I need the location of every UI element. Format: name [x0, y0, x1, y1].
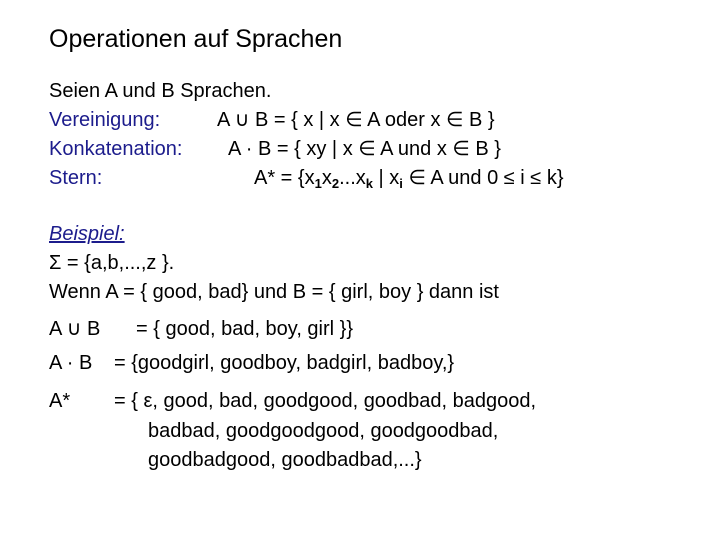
star-formula-part: A* = {x [254, 167, 315, 189]
example-star-rhs-line1: = { ε, good, bad, goodgood, goodbad, badgood, [114, 390, 537, 412]
page-title: Operationen auf Sprachen [49, 25, 343, 53]
star-formula-part: | x [372, 167, 400, 189]
concat-formula: A · B = { xy | x ∈ A und x ∈ B } [228, 138, 501, 160]
example-alphabet: Σ = {a,b,...,z }. [49, 252, 175, 274]
subscript: k [365, 176, 373, 191]
union-formula: A ∪ B = { x | x ∈ A oder x ∈ B } [217, 109, 495, 131]
star-formula-part: ∈ A und 0 ≤ i ≤ k} [402, 167, 564, 189]
example-given: Wenn A = { good, bad} und B = { girl, boy } dann ist [49, 281, 499, 303]
concat-label: Konkatenation: [49, 138, 183, 160]
subscript: 1 [314, 176, 322, 191]
star-formula [254, 165, 564, 191]
subscript: i [399, 176, 403, 191]
star-formula-part: ...x [339, 167, 366, 189]
example-union-lhs: A ∪ B [49, 318, 101, 340]
example-star-lhs: A* [49, 390, 71, 412]
star-label: Stern: [49, 167, 103, 189]
example-concat-lhs: A · B [49, 352, 93, 374]
example-star-rhs-line2: badbad, goodgoodgood, goodgoodbad, [148, 420, 499, 442]
intro-text: Seien A und B Sprachen. [49, 80, 272, 102]
example-heading: Beispiel: [49, 223, 125, 245]
example-union-rhs: = { good, bad, boy, girl }} [136, 318, 354, 340]
example-star-rhs-line3: goodbadgood, goodbadbad,...} [148, 449, 422, 471]
union-label: Vereinigung: [49, 109, 161, 131]
subscript: 2 [331, 176, 340, 191]
star-formula-part: x [321, 167, 332, 189]
example-concat-rhs: = {goodgirl, goodboy, badgirl, badboy,} [114, 352, 455, 374]
